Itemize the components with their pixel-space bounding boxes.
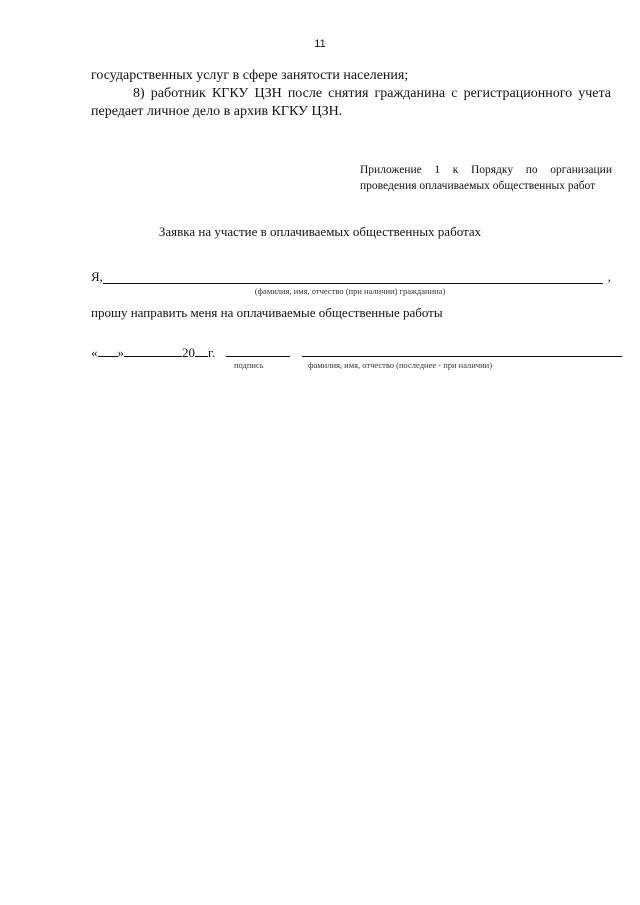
request-text: прошу направить меня на оплачиваемые общественные работы: [91, 305, 443, 320]
applicant-name-field[interactable]: [103, 283, 603, 284]
applicant-name-caption: (фамилия, имя, отчество (при наличии) гражданина): [254, 286, 446, 296]
day-field[interactable]: [98, 345, 118, 357]
month-field[interactable]: [124, 345, 182, 357]
signature-caption: подпись: [234, 360, 264, 370]
date-signature-line: [91, 345, 611, 361]
year-suffix: г.: [208, 345, 216, 360]
signer-name-field[interactable]: [302, 345, 622, 357]
signature-field[interactable]: [226, 345, 290, 357]
date-close-quote: »: [117, 345, 124, 360]
page-number: 11: [314, 38, 326, 50]
body-line-services: государственных услуг в сфере занятости населения;: [91, 68, 409, 83]
applicant-suffix: ,: [607, 269, 611, 284]
appendix-text: Приложение 1 к Порядку по организации проведения оплачиваемых общественных работ: [360, 164, 612, 192]
year-prefix: 20: [182, 345, 195, 360]
date-open-quote: «: [91, 345, 98, 360]
year-field[interactable]: [195, 345, 208, 357]
applicant-prefix: Я,: [91, 269, 103, 284]
form-title: Заявка на участие в оплачиваемых общественных работах: [158, 224, 482, 239]
appendix-header: [360, 162, 612, 194]
signer-name-caption: фамилия, имя, отчество (последнее - при наличии): [308, 360, 493, 370]
applicant-name-line: [91, 269, 611, 285]
body-item-8: 8) работник КГКУ ЦЗН после снятия гражданина с регистрационного учета передает личное дело в архив КГКУ ЦЗН.: [91, 86, 611, 119]
body-text: [91, 67, 611, 121]
